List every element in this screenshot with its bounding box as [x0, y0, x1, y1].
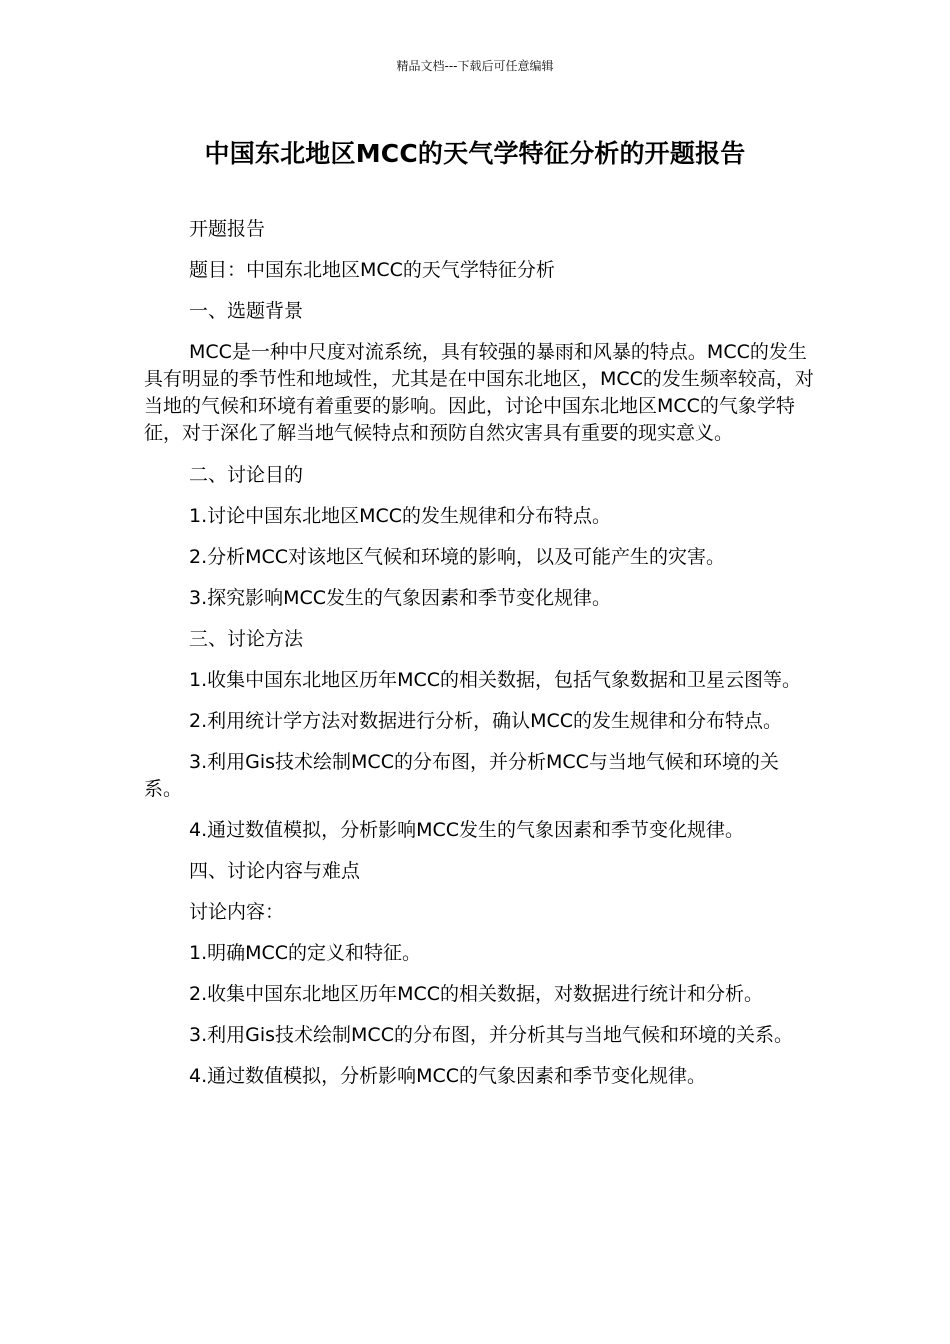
page-header: 精品文档---下载后可任意编辑 — [396, 59, 554, 73]
section-heading-methods: 三、讨论方法 — [189, 628, 304, 650]
document-title: 中国东北地区MCC的天气学特征分析的开题报告 — [204, 139, 746, 168]
method-item-3: 3.利用Gis技术绘制MCC的分布图，并分析MCC与当地气候和环境的关系。 — [144, 751, 779, 800]
section-heading-purpose: 二、讨论目的 — [189, 464, 304, 486]
purpose-item-1: 1.讨论中国东北地区MCC的发生规律和分布特点。 — [189, 505, 612, 527]
paragraph-background: MCC是一种中尺度对流系统，具有较强的暴雨和风暴的特点。MCC的发生具有明显的季节性和地域性，尤其是在中国东北地区，MCC的发生频率较高，对当地的气候和环境有着重要的影响。因此，讨论中国东北地区MCC的气象学特征，对于深化了解当地气候特点和预防自然灾害具有重要的现实意义。 — [144, 341, 814, 444]
purpose-item-3: 3.探究影响MCC发生的气象因素和季节变化规律。 — [189, 587, 612, 609]
method-item-2: 2.利用统计学方法对数据进行分析，确认MCC的发生规律和分布特点。 — [189, 710, 783, 732]
paragraph-report-label: 开题报告 — [189, 218, 266, 240]
method-item-4: 4.通过数值模拟，分析影响MCC发生的气象因素和季节变化规律。 — [189, 819, 745, 841]
document-body — [144, 216, 816, 1104]
paragraph-topic: 题目：中国东北地区MCC的天气学特征分析 — [189, 259, 555, 281]
method-item-1: 1.收集中国东北地区历年MCC的相关数据，包括气象数据和卫星云图等。 — [189, 669, 802, 691]
content-item-2: 2.收集中国东北地区历年MCC的相关数据，对数据进行统计和分析。 — [189, 983, 764, 1005]
section-heading-content-difficulties: 四、讨论内容与难点 — [189, 860, 361, 882]
content-item-3: 3.利用Gis技术绘制MCC的分布图，并分析其与当地气候和环境的关系。 — [189, 1024, 793, 1046]
section-heading-background: 一、选题背景 — [189, 300, 304, 322]
content-item-4: 4.通过数值模拟，分析影响MCC的气象因素和季节变化规律。 — [189, 1065, 707, 1087]
purpose-item-2: 2.分析MCC对该地区气候和环境的影响，以及可能产生的灾害。 — [189, 546, 726, 568]
content-item-1: 1.明确MCC的定义和特征。 — [189, 942, 422, 964]
subheading-content: 讨论内容： — [189, 901, 285, 923]
